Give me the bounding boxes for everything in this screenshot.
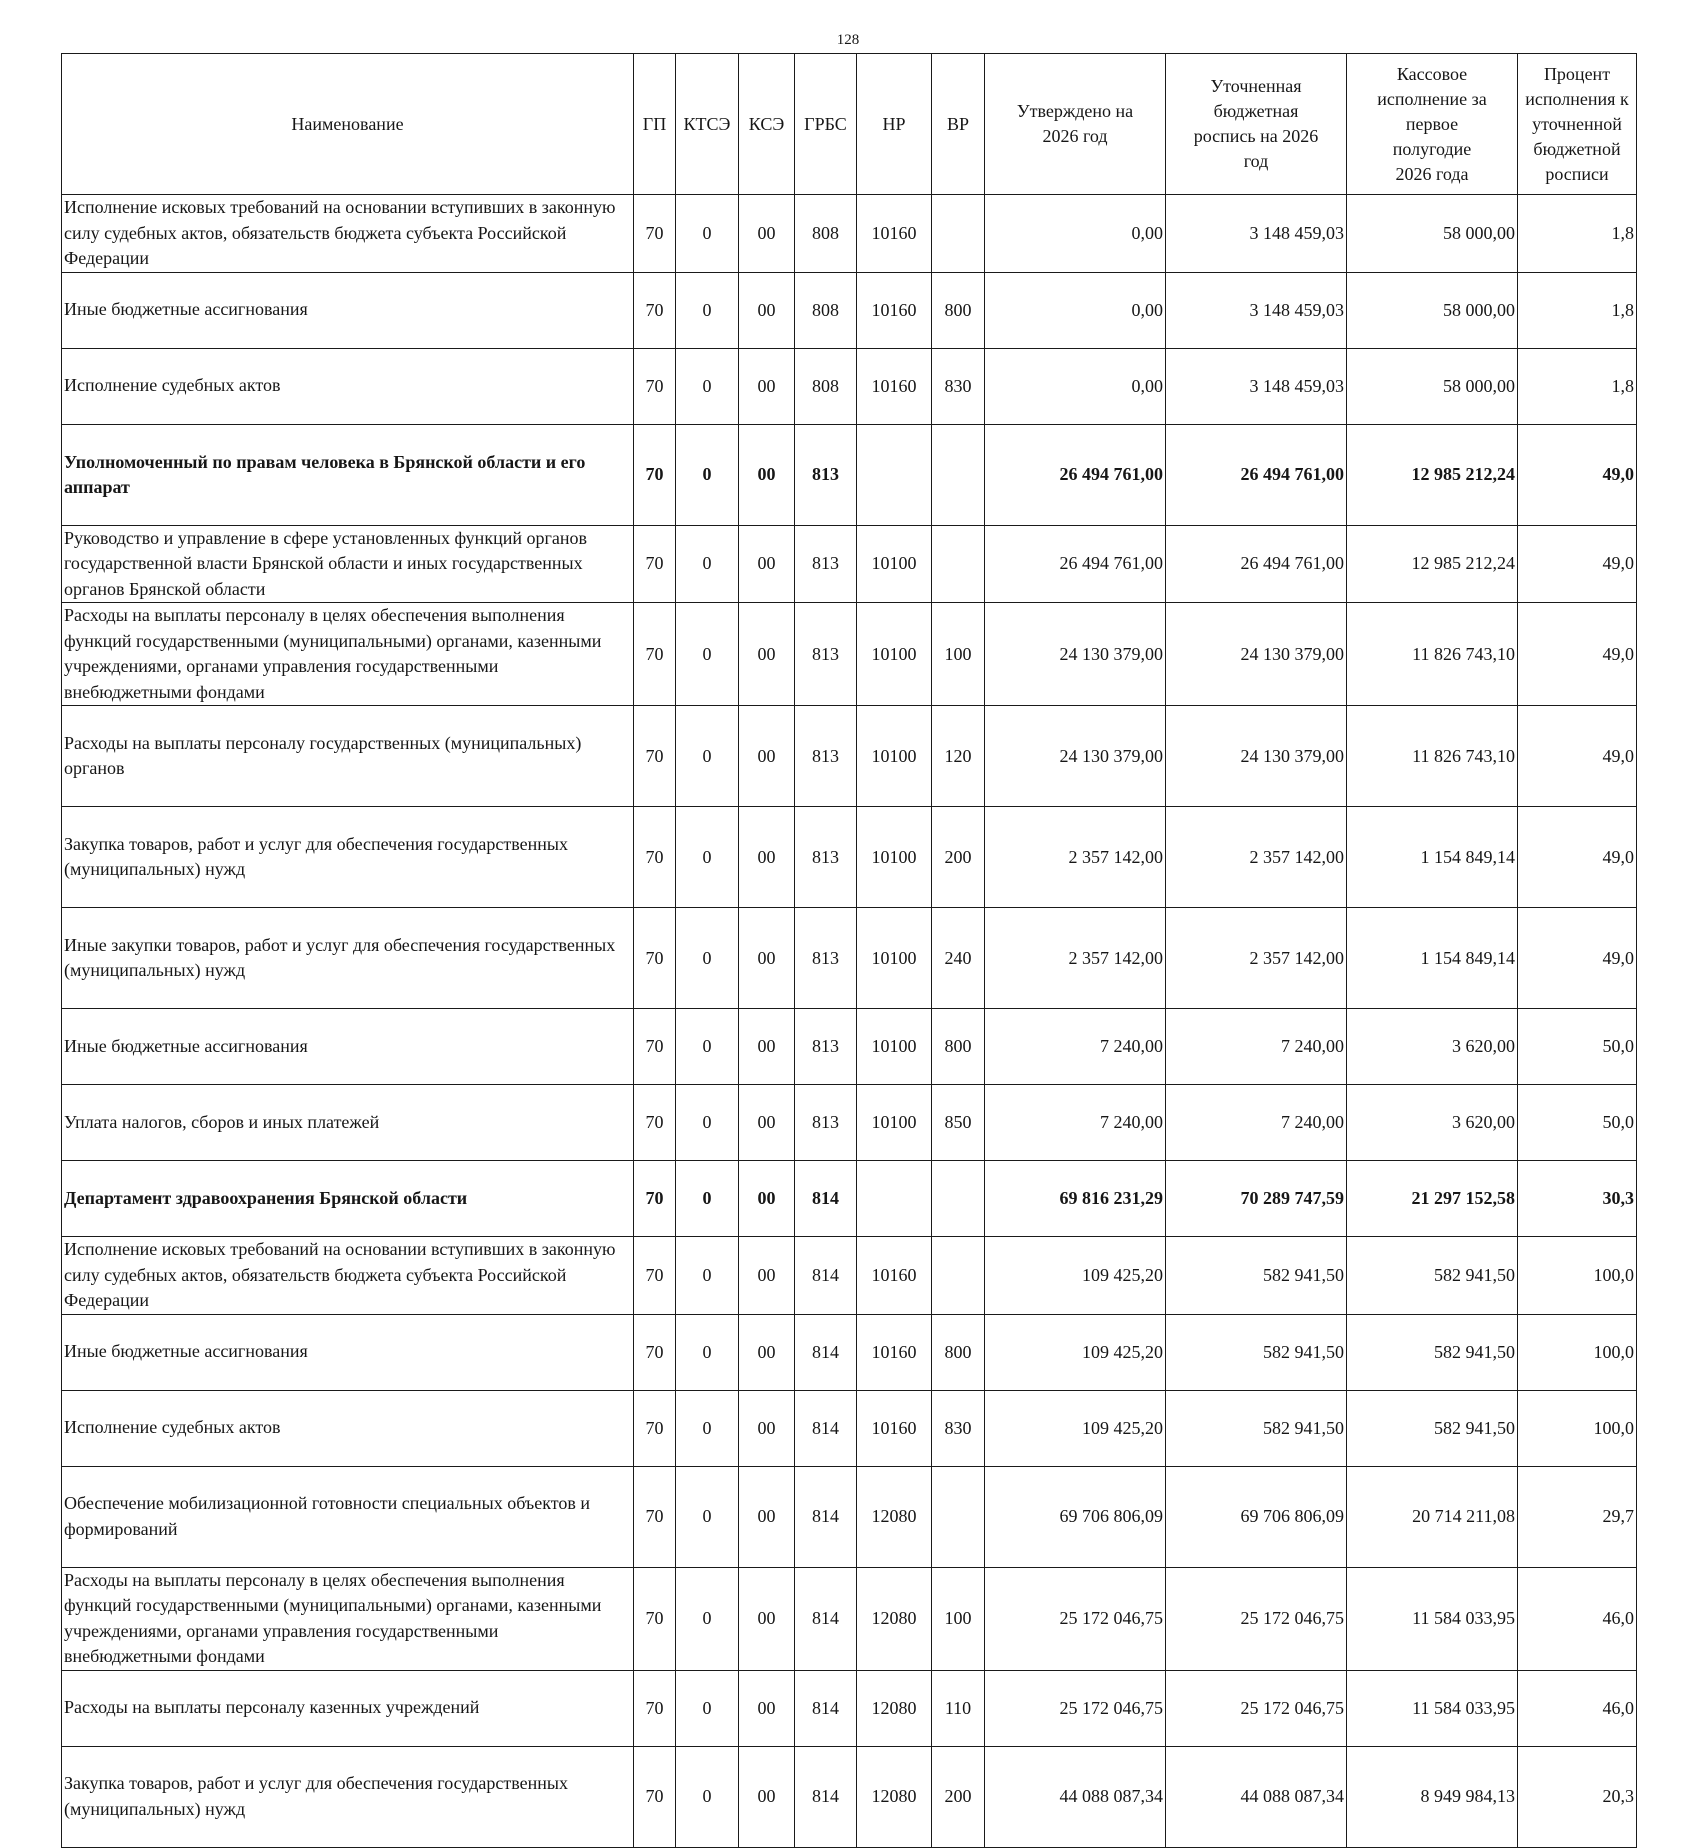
cell-name: Закупка товаров, работ и услуг для обеспечения государственных (муниципальных) нужд xyxy=(62,1746,634,1847)
cell-percent: 30,3 xyxy=(1518,1161,1637,1237)
cell-approved: 2 357 142,00 xyxy=(985,807,1166,908)
cell-vr: 110 xyxy=(932,1670,985,1746)
cell-kse: 00 xyxy=(739,1314,795,1390)
cell-gp: 70 xyxy=(634,1670,676,1746)
table-row xyxy=(62,1237,1637,1315)
cell-approved: 25 172 046,75 xyxy=(985,1670,1166,1746)
cell-kse: 00 xyxy=(739,1567,795,1670)
cell-vr: 100 xyxy=(932,1567,985,1670)
table-row xyxy=(62,603,1637,706)
cell-kse: 00 xyxy=(739,908,795,1009)
cell-refined: 3 148 459,03 xyxy=(1166,348,1347,424)
cell-ktse: 0 xyxy=(676,272,739,348)
cell-kse: 00 xyxy=(739,1237,795,1315)
cell-vr xyxy=(932,1237,985,1315)
cell-name: Иные бюджетные ассигнования xyxy=(62,1314,634,1390)
cell-vr: 120 xyxy=(932,706,985,807)
cell-ktse: 0 xyxy=(676,525,739,603)
cell-cash: 582 941,50 xyxy=(1347,1237,1518,1315)
cell-cash: 12 985 212,24 xyxy=(1347,525,1518,603)
cell-gp: 70 xyxy=(634,1237,676,1315)
cell-kse: 00 xyxy=(739,1390,795,1466)
cell-ktse: 0 xyxy=(676,1009,739,1085)
cell-gp: 70 xyxy=(634,195,676,273)
cell-grbs: 814 xyxy=(795,1161,857,1237)
cell-percent: 100,0 xyxy=(1518,1314,1637,1390)
cell-cash: 58 000,00 xyxy=(1347,195,1518,273)
cell-gp: 70 xyxy=(634,272,676,348)
cell-name: Исполнение судебных актов xyxy=(62,1390,634,1466)
cell-kse: 00 xyxy=(739,348,795,424)
cell-ktse: 0 xyxy=(676,348,739,424)
cell-ktse: 0 xyxy=(676,195,739,273)
column-header-name: Наименование xyxy=(62,54,634,195)
cell-ktse: 0 xyxy=(676,1746,739,1847)
table-row xyxy=(62,1314,1637,1390)
cell-gp: 70 xyxy=(634,525,676,603)
table-row xyxy=(62,272,1637,348)
cell-cash: 11 584 033,95 xyxy=(1347,1567,1518,1670)
cell-grbs: 808 xyxy=(795,348,857,424)
cell-gp: 70 xyxy=(634,1746,676,1847)
column-header-ktse: КТСЭ xyxy=(676,54,739,195)
cell-nr: 10100 xyxy=(857,706,932,807)
cell-nr: 12080 xyxy=(857,1567,932,1670)
cell-grbs: 814 xyxy=(795,1314,857,1390)
cell-kse: 00 xyxy=(739,195,795,273)
cell-ktse: 0 xyxy=(676,807,739,908)
cell-refined: 26 494 761,00 xyxy=(1166,525,1347,603)
cell-vr: 800 xyxy=(932,1009,985,1085)
cell-cash: 1 154 849,14 xyxy=(1347,807,1518,908)
table-row xyxy=(62,807,1637,908)
cell-cash: 58 000,00 xyxy=(1347,348,1518,424)
table-row xyxy=(62,908,1637,1009)
cell-name: Иные бюджетные ассигнования xyxy=(62,272,634,348)
cell-approved: 0,00 xyxy=(985,348,1166,424)
cell-percent: 50,0 xyxy=(1518,1085,1637,1161)
cell-ktse: 0 xyxy=(676,908,739,1009)
cell-percent: 1,8 xyxy=(1518,195,1637,273)
cell-vr: 100 xyxy=(932,603,985,706)
cell-gp: 70 xyxy=(634,424,676,525)
cell-name: Руководство и управление в сфере установленных функций органов государственной власти Брянской области и иных государственных органов Брянской области xyxy=(62,525,634,603)
cell-nr: 12080 xyxy=(857,1466,932,1567)
cell-name: Исполнение судебных актов xyxy=(62,348,634,424)
cell-kse: 00 xyxy=(739,1085,795,1161)
cell-percent: 49,0 xyxy=(1518,603,1637,706)
cell-cash: 8 949 984,13 xyxy=(1347,1746,1518,1847)
cell-percent: 49,0 xyxy=(1518,706,1637,807)
cell-refined: 582 941,50 xyxy=(1166,1314,1347,1390)
table-row xyxy=(62,525,1637,603)
cell-nr: 12080 xyxy=(857,1746,932,1847)
cell-kse: 00 xyxy=(739,1161,795,1237)
cell-grbs: 813 xyxy=(795,1085,857,1161)
cell-approved: 7 240,00 xyxy=(985,1009,1166,1085)
cell-vr: 830 xyxy=(932,348,985,424)
cell-ktse: 0 xyxy=(676,1466,739,1567)
cell-kse: 00 xyxy=(739,706,795,807)
cell-approved: 25 172 046,75 xyxy=(985,1567,1166,1670)
cell-cash: 582 941,50 xyxy=(1347,1390,1518,1466)
cell-percent: 46,0 xyxy=(1518,1670,1637,1746)
cell-vr: 800 xyxy=(932,272,985,348)
column-header-nr: НР xyxy=(857,54,932,195)
cell-approved: 69 706 806,09 xyxy=(985,1466,1166,1567)
cell-approved: 109 425,20 xyxy=(985,1237,1166,1315)
cell-nr: 10160 xyxy=(857,272,932,348)
cell-cash: 11 826 743,10 xyxy=(1347,603,1518,706)
cell-gp: 70 xyxy=(634,807,676,908)
cell-name: Расходы на выплаты персоналу в целях обеспечения выполнения функций государственными (муниципальными) органами, казенными учреждениями, органами управления государственными внебюджетными фондами xyxy=(62,603,634,706)
cell-approved: 26 494 761,00 xyxy=(985,525,1166,603)
column-header-percent: Процент исполнения к уточненной бюджетной росписи xyxy=(1518,54,1637,195)
table-row xyxy=(62,1670,1637,1746)
cell-refined: 25 172 046,75 xyxy=(1166,1567,1347,1670)
cell-percent: 100,0 xyxy=(1518,1390,1637,1466)
cell-name: Уплата налогов, сборов и иных платежей xyxy=(62,1085,634,1161)
cell-grbs: 808 xyxy=(795,195,857,273)
cell-vr xyxy=(932,1161,985,1237)
cell-vr xyxy=(932,525,985,603)
column-header-gp: ГП xyxy=(634,54,676,195)
cell-cash: 582 941,50 xyxy=(1347,1314,1518,1390)
cell-cash: 11 826 743,10 xyxy=(1347,706,1518,807)
table-row xyxy=(62,348,1637,424)
cell-grbs: 813 xyxy=(795,807,857,908)
cell-grbs: 814 xyxy=(795,1466,857,1567)
cell-refined: 24 130 379,00 xyxy=(1166,603,1347,706)
cell-approved: 0,00 xyxy=(985,195,1166,273)
table-row xyxy=(62,1466,1637,1567)
cell-grbs: 814 xyxy=(795,1567,857,1670)
cell-approved: 0,00 xyxy=(985,272,1166,348)
cell-name: Расходы на выплаты персоналу казенных учреждений xyxy=(62,1670,634,1746)
cell-gp: 70 xyxy=(634,908,676,1009)
table-row xyxy=(62,1390,1637,1466)
column-header-kse: КСЭ xyxy=(739,54,795,195)
cell-ktse: 0 xyxy=(676,1237,739,1315)
cell-refined: 7 240,00 xyxy=(1166,1009,1347,1085)
cell-nr: 10100 xyxy=(857,807,932,908)
cell-nr: 10160 xyxy=(857,1314,932,1390)
cell-percent: 49,0 xyxy=(1518,525,1637,603)
cell-refined: 24 130 379,00 xyxy=(1166,706,1347,807)
cell-vr xyxy=(932,424,985,525)
cell-gp: 70 xyxy=(634,1085,676,1161)
cell-name: Расходы на выплаты персоналу государственных (муниципальных) органов xyxy=(62,706,634,807)
table-body xyxy=(62,195,1637,1848)
cell-cash: 3 620,00 xyxy=(1347,1009,1518,1085)
cell-vr xyxy=(932,195,985,273)
cell-nr xyxy=(857,424,932,525)
cell-kse: 00 xyxy=(739,1670,795,1746)
cell-cash: 3 620,00 xyxy=(1347,1085,1518,1161)
column-header-cash: Кассовое исполнение за первое полугодие 2026 года xyxy=(1347,54,1518,195)
table-row xyxy=(62,706,1637,807)
cell-vr: 200 xyxy=(932,1746,985,1847)
cell-refined: 26 494 761,00 xyxy=(1166,424,1347,525)
cell-refined: 7 240,00 xyxy=(1166,1085,1347,1161)
cell-kse: 00 xyxy=(739,1009,795,1085)
cell-gp: 70 xyxy=(634,1009,676,1085)
cell-gp: 70 xyxy=(634,1390,676,1466)
cell-nr: 10160 xyxy=(857,1237,932,1315)
cell-refined: 44 088 087,34 xyxy=(1166,1746,1347,1847)
cell-refined: 2 357 142,00 xyxy=(1166,908,1347,1009)
cell-ktse: 0 xyxy=(676,1670,739,1746)
cell-approved: 109 425,20 xyxy=(985,1390,1166,1466)
cell-gp: 70 xyxy=(634,1466,676,1567)
cell-percent: 29,7 xyxy=(1518,1466,1637,1567)
cell-refined: 70 289 747,59 xyxy=(1166,1161,1347,1237)
cell-refined: 69 706 806,09 xyxy=(1166,1466,1347,1567)
cell-cash: 58 000,00 xyxy=(1347,272,1518,348)
cell-approved: 2 357 142,00 xyxy=(985,908,1166,1009)
cell-percent: 49,0 xyxy=(1518,807,1637,908)
table-row xyxy=(62,1085,1637,1161)
cell-vr: 850 xyxy=(932,1085,985,1161)
cell-grbs: 814 xyxy=(795,1670,857,1746)
cell-grbs: 813 xyxy=(795,1009,857,1085)
table-row xyxy=(62,1746,1637,1847)
cell-vr: 800 xyxy=(932,1314,985,1390)
cell-nr: 10160 xyxy=(857,1390,932,1466)
cell-grbs: 813 xyxy=(795,706,857,807)
cell-ktse: 0 xyxy=(676,1390,739,1466)
cell-vr: 240 xyxy=(932,908,985,1009)
cell-refined: 582 941,50 xyxy=(1166,1390,1347,1466)
table-row xyxy=(62,1009,1637,1085)
cell-nr: 10160 xyxy=(857,348,932,424)
cell-approved: 69 816 231,29 xyxy=(985,1161,1166,1237)
cell-kse: 00 xyxy=(739,1746,795,1847)
cell-percent: 20,3 xyxy=(1518,1746,1637,1847)
cell-name: Закупка товаров, работ и услуг для обеспечения государственных (муниципальных) нужд xyxy=(62,807,634,908)
cell-cash: 20 714 211,08 xyxy=(1347,1466,1518,1567)
cell-gp: 70 xyxy=(634,1161,676,1237)
cell-nr: 10100 xyxy=(857,908,932,1009)
cell-kse: 00 xyxy=(739,603,795,706)
cell-approved: 44 088 087,34 xyxy=(985,1746,1166,1847)
cell-cash: 1 154 849,14 xyxy=(1347,908,1518,1009)
cell-refined: 2 357 142,00 xyxy=(1166,807,1347,908)
cell-name: Расходы на выплаты персоналу в целях обеспечения выполнения функций государственными (муниципальными) органами, казенными учреждениями, органами управления государственными внебюджетными фондами xyxy=(62,1567,634,1670)
cell-gp: 70 xyxy=(634,348,676,424)
cell-percent: 50,0 xyxy=(1518,1009,1637,1085)
cell-name: Иные бюджетные ассигнования xyxy=(62,1009,634,1085)
cell-vr xyxy=(932,1466,985,1567)
column-header-refined: Уточненная бюджетная роспись на 2026 год xyxy=(1166,54,1347,195)
cell-nr: 12080 xyxy=(857,1670,932,1746)
cell-grbs: 814 xyxy=(795,1746,857,1847)
cell-percent: 1,8 xyxy=(1518,348,1637,424)
cell-cash: 21 297 152,58 xyxy=(1347,1161,1518,1237)
cell-percent: 46,0 xyxy=(1518,1567,1637,1670)
cell-name: Обеспечение мобилизационной готовности специальных объектов и формирований xyxy=(62,1466,634,1567)
column-header-vr: ВР xyxy=(932,54,985,195)
cell-gp: 70 xyxy=(634,706,676,807)
cell-name: Исполнение исковых требований на основании вступивших в законную силу судебных актов, обязательств бюджета субъекта Российской Федерации xyxy=(62,195,634,273)
table-row xyxy=(62,195,1637,273)
cell-percent: 49,0 xyxy=(1518,908,1637,1009)
cell-kse: 00 xyxy=(739,424,795,525)
table-row xyxy=(62,424,1637,525)
cell-ktse: 0 xyxy=(676,1161,739,1237)
cell-grbs: 814 xyxy=(795,1237,857,1315)
cell-gp: 70 xyxy=(634,1567,676,1670)
cell-approved: 7 240,00 xyxy=(985,1085,1166,1161)
cell-ktse: 0 xyxy=(676,603,739,706)
cell-cash: 12 985 212,24 xyxy=(1347,424,1518,525)
cell-approved: 26 494 761,00 xyxy=(985,424,1166,525)
cell-grbs: 813 xyxy=(795,424,857,525)
cell-ktse: 0 xyxy=(676,424,739,525)
cell-nr xyxy=(857,1161,932,1237)
cell-name: Уполномоченный по правам человека в Брянской области и его аппарат xyxy=(62,424,634,525)
cell-grbs: 814 xyxy=(795,1390,857,1466)
table-row xyxy=(62,1161,1637,1237)
cell-nr: 10100 xyxy=(857,1085,932,1161)
cell-nr: 10160 xyxy=(857,195,932,273)
cell-ktse: 0 xyxy=(676,1085,739,1161)
cell-nr: 10100 xyxy=(857,525,932,603)
budget-execution-table xyxy=(61,53,1637,1848)
cell-approved: 24 130 379,00 xyxy=(985,603,1166,706)
cell-percent: 49,0 xyxy=(1518,424,1637,525)
table-header-row xyxy=(62,54,1637,195)
cell-kse: 00 xyxy=(739,525,795,603)
cell-gp: 70 xyxy=(634,1314,676,1390)
cell-name: Иные закупки товаров, работ и услуг для обеспечения государственных (муниципальных) нужд xyxy=(62,908,634,1009)
cell-vr: 830 xyxy=(932,1390,985,1466)
cell-refined: 3 148 459,03 xyxy=(1166,272,1347,348)
cell-gp: 70 xyxy=(634,603,676,706)
cell-kse: 00 xyxy=(739,1466,795,1567)
cell-refined: 3 148 459,03 xyxy=(1166,195,1347,273)
cell-name: Департамент здравоохранения Брянской области xyxy=(62,1161,634,1237)
cell-percent: 100,0 xyxy=(1518,1237,1637,1315)
cell-kse: 00 xyxy=(739,272,795,348)
cell-cash: 11 584 033,95 xyxy=(1347,1670,1518,1746)
cell-ktse: 0 xyxy=(676,1314,739,1390)
cell-nr: 10100 xyxy=(857,1009,932,1085)
cell-ktse: 0 xyxy=(676,1567,739,1670)
cell-grbs: 813 xyxy=(795,525,857,603)
column-header-grbs: ГРБС xyxy=(795,54,857,195)
cell-nr: 10100 xyxy=(857,603,932,706)
cell-vr: 200 xyxy=(932,807,985,908)
cell-grbs: 813 xyxy=(795,908,857,1009)
column-header-approved: Утверждено на 2026 год xyxy=(985,54,1166,195)
cell-grbs: 808 xyxy=(795,272,857,348)
cell-ktse: 0 xyxy=(676,706,739,807)
page-number: 128 xyxy=(836,32,860,48)
table-row xyxy=(62,1567,1637,1670)
cell-grbs: 813 xyxy=(795,603,857,706)
cell-refined: 582 941,50 xyxy=(1166,1237,1347,1315)
cell-approved: 24 130 379,00 xyxy=(985,706,1166,807)
cell-name: Исполнение исковых требований на основании вступивших в законную силу судебных актов, обязательств бюджета субъекта Российской Федерации xyxy=(62,1237,634,1315)
cell-percent: 1,8 xyxy=(1518,272,1637,348)
cell-approved: 109 425,20 xyxy=(985,1314,1166,1390)
cell-refined: 25 172 046,75 xyxy=(1166,1670,1347,1746)
cell-kse: 00 xyxy=(739,807,795,908)
